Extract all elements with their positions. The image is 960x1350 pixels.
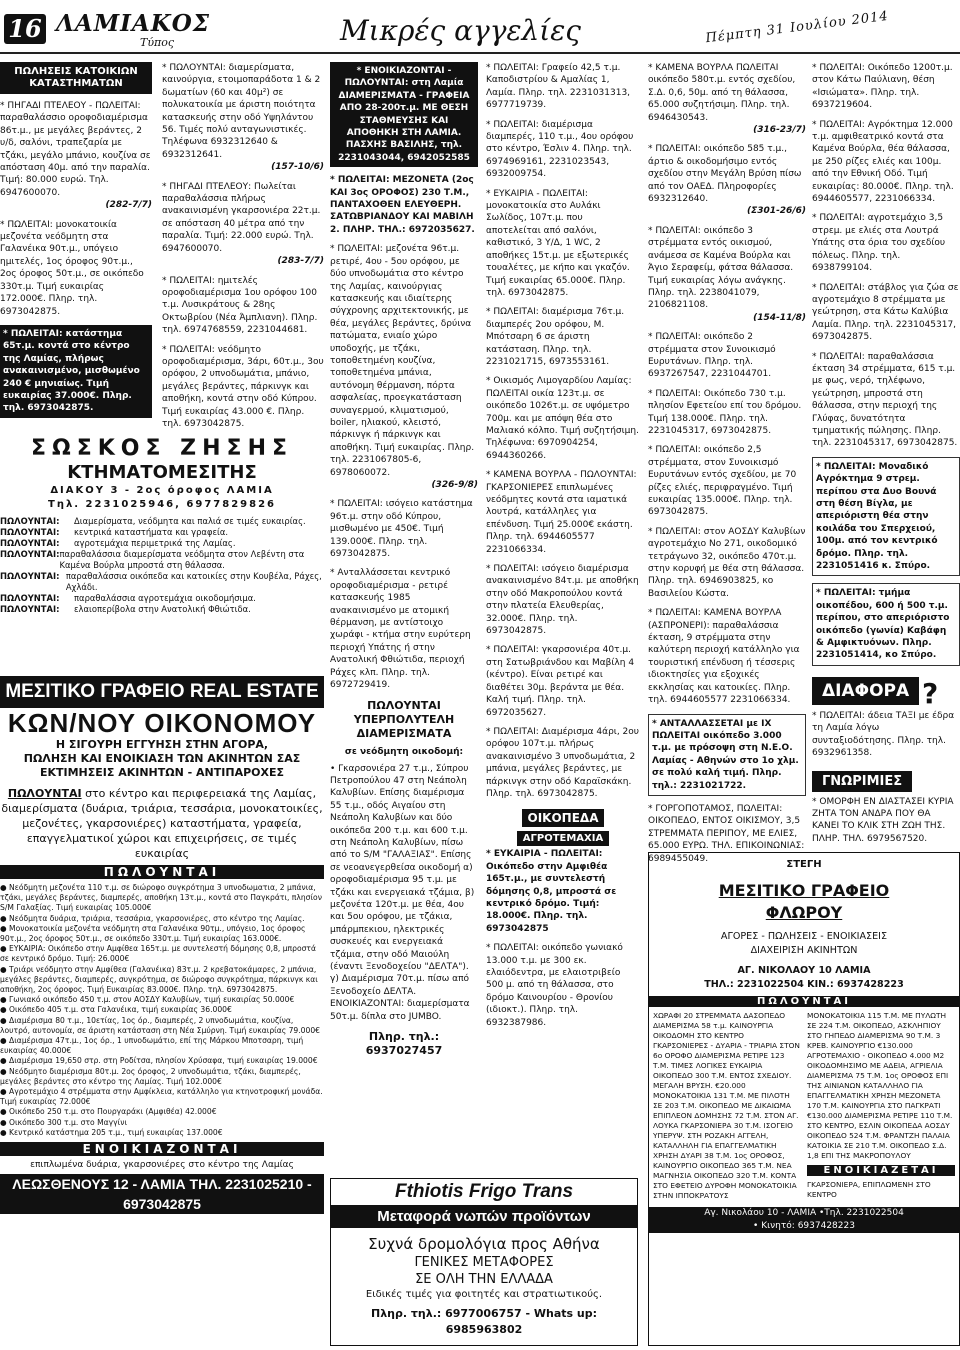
classified-ad: * ΠΩΛΕΙΤΑΙ: παραθαλάσσια έκταση 34 στρέμματα, 615 τ.μ. με φως, νερό, τηλέφωνο, γεώτρηση, μπροστά στη θάλασσα, στην περιοχή της Γλύφας, δυνατότητα τμηματικής πώλησης. Πληρ. τηλ. 2231045317, 6973042875.: [812, 351, 958, 449]
ad-text: * ΠΩΛΕΙΤΑΙ: οικόπεδο 585 τ.μ., άρτιο & οικοδομήσιμο εντός σχεδίου στην Μεγάλη Βρύση πίσω από τον ΟΑΕΔ. Πληροφορίες 6932312640.: [648, 144, 802, 205]
flwrou-title: ΜΕΣΙΤΙΚΟ ΓΡΑΦΕΙΟ: [718, 881, 890, 900]
frigo-title: Fthiotis Frigo Trans: [331, 1179, 637, 1206]
classified-ad: * ΠΩΛΕΙΤΑΙ: στον ΑΟΣΔΥ Καλυβίων αγροτεμάχιο Νο 271, οικοδομικό τετράγωνο 32, οικόπεδο 470τ.μ. στην κορυφή με θέα στη θάλασσα. Πληρ. τηλ. 6946903825, κο Βασιλείου Κώστα.: [648, 526, 806, 599]
column-2: [162, 62, 324, 432]
soskos-title: ΣΩΣΚΟΣ ΖΗΣΗΣ: [30, 436, 294, 461]
realestate-list-item: ● Διαμέρισμα 80 τ.μ., 10ετίας, 1ος όρ., διαμπερές, 2 υπνοδωμάτια, κουζίνα, λουτρό, αυτονομία, σε άριστη κατάσταση στη Νέα Σμύρνη. Τιμή ευκαιρίας 79.000€: [0, 1016, 324, 1036]
soskos-row-text: παραθαλάσσια διαμερίσματα νεόδμητα στον Λεβέντη στα Καμένα Βούρλα μπροστά στη θάλασσα.: [59, 549, 305, 570]
ad-text: * Ανταλλάσσεται κεντρικό οροφοδιαμέρισμα - ρετιρέ κατασκευής 1985 ανακαινισμένο με ατομική θέρμανση, με αντίστοιχο χωράφι - κτήμα στην ευρύτερη περιοχή Υπάτης ή στην Ανατολική Φθιώτιδα, περιοχή Ράχες κλπ. Πληρ. τηλ. 6972729419.: [330, 568, 471, 691]
soskos-row-text: παραθαλάσσια αγροτεμάχια οικοδομήσιμα.: [74, 593, 256, 603]
flwrou-footer: [649, 1207, 959, 1233]
realestate-rent-bar: ΕΝΟΙΚΙΑΖΟΝΤΑΙ: [0, 1142, 324, 1156]
classified-ad: * ΠΩΛΕΙΤΑΙ: διαμέρισμα 76τ.μ. διαμπερές 2ου ορόφου, Μ. Μπότσαρη 6 σε άριστη κατάσταση. Πληρ. τηλ. 2231021715, 6973553161.: [486, 307, 625, 367]
luxury-flats-title: ΠΩΛΟΥΝΤΑΙ ΥΠΕΡΠΟΛΥΤΕΛΗ ΔΙΑΜΕΡΙΣΜΑΤΑ: [353, 698, 455, 740]
ad-ref: (Σ301-26/6): [747, 206, 806, 217]
flwrou-address: ΑΓ. ΝΙΚΟΛΑΟΥ 10 ΛΑΜΙΑ: [737, 965, 871, 976]
flwrou-rent-bar: ΕΝΟΙΚΙΑΖΕΤΑΙ: [807, 1165, 955, 1176]
flwrou-line: ΑΓΟΡΕΣ - ΠΩΛΗΣΕΙΣ - ΕΝΟΙΚΙΑΣΕΙΣ: [720, 931, 888, 942]
land-logo-line2: ΑΓΡΟΤΕΜΑΧΙΑ: [517, 831, 609, 846]
flwrou-name: ΦΛΩΡΟΥ: [765, 903, 843, 922]
soskos-row: [0, 516, 324, 527]
ad-ref: (282-7/7): [105, 200, 152, 211]
realestate-list-item: ● Γωνιακό οικόπεδο 450 τ.μ. στον ΑΟΣΔΥ Καλυβίων, τιμή ευκαιρίας 50.000€: [0, 995, 324, 1005]
realestate-sell-bar: ΠΩΛΟΥΝΤΑΙ: [0, 865, 324, 879]
classified-ad-highlight: [330, 62, 478, 167]
classified-ad: * ΠΩΛΕΙΤΑΙ: Οικόπεδο 1200τ.μ. στον Κάτω Παύλιανη, θέση «Ισιώματα». Πληρ. τηλ. 6937219604.: [812, 63, 953, 111]
gnwrimies-heading: [812, 767, 960, 796]
ad-text: * ΠΩΛΕΙΤΑΙ: ΜΕΖΟΝΕΤΑ (2ος ΚΑΙ 3ος ΟΡΟΦΟΣ) 230 Τ.Μ., ΠΑΝΤΑΧΟΘΕΝ ΕΛΕΥΘΕΡΗ. ΣΑΤΩΒΡΙΑΝΔΟΥ ΚΑΙ ΜΑΒΙΛΗ 2. ΠΛΗΡ. ΤΗΛ.: 6972035627.: [330, 175, 475, 235]
ad-text: * ΠΩΛΕΙΤΑΙ: ημιτελές οροφοδιαμέρισμα 1ου ορόφου 100 τ.μ. Λυσικράτους & 28ης Οκτωβρίου (Νέα Άμπλιανη). Πληρ. τηλ. 6974768559, 2231044681.: [162, 275, 318, 336]
classified-ad: * ΠΩΛΕΙΤΑΙ: ισόγειο διαμέρισμα ανακαινισμένο 84τ.μ. με αποθήκη στην οδό Μακροπούλου κοντά στην πλατεία Ελευθερίας, 32.000€. Πληρ. τηλ. 6973042875.: [486, 564, 639, 637]
ad-text: * ΠΩΛΕΙΤΑΙ: ισόγειο κατάστημα 96τ.μ. στην οδό Κύπρου, μισθωμένο με 450€. Τιμή 139.000€. Πληρ. τηλ. 6973042875.: [330, 499, 473, 560]
ad-text: * ΠΩΛΕΙΤΑΙ: μεζονέτα 96τ.μ. ρετιρέ, 4ου - 5ου ορόφου, με δύο υπνοδωμάτια στο κέντρο της Λαμίας, καινούργιας κατασκευής και ιδιαίτερης σύγχρονης αρχιτεκτονικής, με θέα, μεγάλες βεράντες, δρύινα πατώματα, ενιαίο χώρο υποδοχής, με τζάκι, τοποθετημένη κουζίνα, τοποθετημένα μπάνια, αυτόνομη θέρμανση, πόρτα ασφαλείας, προεγκατάσταση συναγερμού, κλιματισμού, boiler, ηλιακού, κλειστό, πάρκινγκ ή πάρκινγκ και αποθήκη. Τιμή ευκαιρίας. Πληρ. τηλ. 2231067805-6, 6978060072.: [330, 244, 475, 478]
ad-ref: (154-11/8): [753, 312, 806, 323]
frigo-line: Συχνά δρομολόγια προς Αθήνα: [368, 1235, 600, 1253]
classified-ad: [330, 567, 478, 691]
flwrou-sell-bar: ΠΩΛΟΥΝΤΑΙ: [649, 996, 959, 1007]
soskos-row: [0, 571, 324, 593]
newspaper-logo: ΛΑΜΙΑΚΟΣ: [56, 10, 211, 37]
frigo-line: ΣΕ ΟΛΗ ΤΗΝ ΕΛΛΑΔΑ: [415, 1272, 553, 1287]
soskos-row-label: ΠΩΛΟΥΝΤΑΙ:: [0, 516, 60, 526]
ad-ref: (326-9/8): [431, 480, 478, 490]
realestate-intro-text: στο κέντρο και περιφερειακά της Λαμίας, διαμερίσματα (δυάρια, τριάρια, τεσσάρια, μονοκατοικίες, μεζονέτες, γκαρσονιέρες) καταστήματα, γραφεία, επαγγελματικοί χώροι και επιχειρήσεις, σε τιμές ευκαιρίας: [1, 787, 323, 860]
diafora-heading: [812, 673, 960, 710]
soskos-row: [0, 593, 324, 604]
soskos-list: [0, 516, 324, 615]
classified-ad: * ΕΥΚΑΙΡΙΑ - ΠΩΛΕΙΤΑΙ: Οικόπεδο στην Αμφιθέα 165τ.μ., με συντελεστή δόμησης 0,8, μπροστά σε κεντρικό δρόμο. Τιμή: 18.000€. Πληρ. τηλ. 6973042875: [486, 849, 617, 934]
realestate-list-item: ● Διαμέρισμα 19,650 στρ. στη Ροδίτσα, πλησίον Χρύσαφα, τιμή ευκαιρίας 19.000€: [0, 1056, 324, 1066]
realestate-list-item: ● Νεόδμητα δυάρια, τριάρια, τεσσάρια, γκαρσονιέρες, στο κέντρο της Λαμίας.: [0, 914, 324, 924]
classified-ad: [162, 62, 324, 174]
page-number: 16: [4, 14, 46, 44]
soskos-row-text: ελαιοπερίβολα στην Ανατολική Φθιώτιδα.: [74, 604, 251, 614]
classified-ad-boxed: * ΠΩΛΕΙΤΑΙ: Μοναδικό Αγρόκτημα 9 στρεμ. περίπου στα Δυο Βουνά στη θέση Βίγλα, με απεριόριστη θέα στην κοιλάδα του Σπερχειού, 100μ. από τον κεντρικό δρόμο. Πληρ. τηλ. 2231051416 κ. Σπύρο.: [812, 457, 960, 577]
ad-text: * ΠΩΛΕΙΤΑΙ: κατάστημα 65τ.μ. κοντά στο κέντρο της Λαμίας, πλήρως ανακαινισμένο, μισθωμένο 240 € μηνιαίως. Τιμή ευκαιρίας 37.000€. Πληρ. τηλ. 6973042875.: [3, 328, 140, 414]
flwrou-footer-line: Αγ. Νικολάου 10 - ΛΑΜΙΑ •Τηλ. 2231022504: [704, 1208, 904, 1218]
classified-ad: * ΠΩΛΕΙΤΑΙ: Γραφείο 42,5 τ.μ. Καποδιστρίου & Αμαλίας 1, Λαμία. Πληρ. τηλ. 2231031313, 6977719739.: [486, 63, 631, 111]
soskos-row-text: κεντρικά καταστήματα και γραφεία.: [74, 527, 229, 537]
classified-ad: * ΠΩΛΕΙΤΑΙ: διαμέρισμα διαμπερές, 110 τ.μ., 4ου ορόφου στο κέντρο, Έσλιν 4. Πληρ. τηλ. 6974969161, 2231023543, 6932009754.: [486, 119, 634, 180]
realestate-name: ΚΩΝ/ΝΟΥ ΟΙΚΟΝΟΜΟΥ: [7, 708, 317, 738]
classified-ad: * ΠΩΛΕΙΤΑΙ: αγροτεμάχιο 3,5 στρεμ. με ελιές στα Λουτρά Υπάτης στα όρια του σχεδίου πόλεως. Πληρ. τηλ. 6938799104.: [812, 213, 946, 274]
classified-ad: [648, 62, 806, 136]
classified-ad: * ΠΩΛΕΙΤΑΙ: οικόπεδο 2 στρέμματα στον Συνοικισμό Ευρυτάνων. Πληρ. τηλ. 6937267547, 2231044701.: [648, 332, 776, 380]
realestate-list-item: ● Αγροτεμάχιο 4 στρέμματα στην Αμφίκλεια, κατάλληλο για κτηνοτροφική μονάδα. Τιμή ευκαιρίας 72.000€: [0, 1087, 324, 1107]
realestate-tagline: Η ΣΙΓΟΥΡΗ ΕΓΓΥΗΣΗ ΣΤΗΝ ΑΓΟΡΑ,: [55, 738, 269, 751]
classified-ad: * ΠΩΛΕΙΤΑΙ: ΚΑΜΕΝΑ ΒΟΥΡΛΑ (ΑΣΠΡΟΝΕΡΙ): παραθαλάσσια έκταση, 9 στρέμματα στην καλύτερη περιοχή κατάλληλο για τουριστική επένδυση ή τέσσερις ιδιοκτησίες για εξοχικές εκκλησίας και κατοικίες. Πληρ. τηλ. 6944605577 2231066334.: [648, 608, 800, 706]
column-5: [648, 62, 806, 864]
classified-ad: [330, 243, 478, 491]
ad-text: * ΠΩΛΕΙΤΑΙ: μονοκατοικία μεζονέτα νεόδμητη στα Γαλανέικα 90τ.μ., υπόγειο ημιτελές, 1ος όροφος 90τ.μ., 2ος όροφος 50τ.μ., σε οικόπεδο 330τ.μ. Τιμή ευκαιρίας 172.000€. Πληρ. τηλ. 6973042875.: [0, 219, 144, 317]
ad-text: * ΠΩΛΕΙΤΑΙ: οικόπεδο 3 στρέμματα εντός οικισμού, ανάμεσα σε Καμένα Βούρλα και Άγιο Σεραφείμ, φάτσα θάλασσα. Τιμή ευκαιρίας λόγω ανάγκης. Πληρ. τηλ. 2238041079, 2106821108.: [648, 225, 794, 311]
classified-ad: [162, 344, 324, 431]
realestate-list-item: ● Οικόπεδο 300 τ.μ. στο Μαγγίνι: [0, 1118, 324, 1128]
realestate-footer: ΛΕΩΣΘΕΝΟΥΣ 12 - ΛΑΜΙΑ ΤΗΛ. 2231025210 - 6973042875: [0, 1174, 324, 1214]
ad-text: * ΚΑΜΕΝΑ ΒΟΥΡΛΑ ΠΩΛΕΙΤΑΙ οικόπεδο 580τ.μ. εντός σχεδίου, Σ.Δ. 0,6, 50μ. από τη θάλασσα, 65.000 συζητήσιμη. Πληρ. τηλ. 6946430543.: [648, 63, 796, 123]
ad-text: * ΠΗΓΑΔΙ ΠΤΕΛΕΟΥ - ΠΩΛΕΙΤΑΙ: παραθαλάσσιο οροφοδιαμέρισμα 86τ.μ., με μεγάλες βεράντες, 2 υ/δ, σαλόνι, τραπεζαρία με τζάκι, μεγάλο μπάνιο, κουζίνα σε απόσταση 40μ. από την παραλία. Τιμή: 80.000 ευρώ. Τηλ. 6947600070.: [0, 101, 151, 198]
classified-ad: * ΠΩΛΕΙΤΑΙ: οικόπεδο γωνιακό 13.000 τ.μ. με 300 εκ. ελαιόδεντρα, με ελαιοτριβείο 500 μ. από τη θάλασσα, στο δρόμο Καινουρίου - Θρονίου (ιδιοκτ.). Πληρ. τηλ. 6932387986.: [486, 943, 623, 1028]
soskos-row: [0, 549, 324, 571]
realestate-rent-text: επιπλωμένα δυάρια, γκαρσονιέρες στο κέντρο της Λαμίας: [30, 1160, 294, 1171]
classified-ad: * ΕΥΚΑΙΡΙΑ - ΠΩΛΕΙΤΑΙ: μονοκατοικία στο Αυλάκι Σωλίδος, 107τ.μ. που αποτελείται από σαλόνι, καθιστικό, 3 Υ/Δ, 1 WC, 2 αποθήκες 15τ.μ. με εξωτερικές τουαλέτες, με κήπο και γκαζόν. Τιμή ευκαιρίας 65.000€. Πληρ. τηλ. 6973042875.: [486, 188, 630, 298]
soskos-row-label: ΠΩΛΟΥΝΤΑΙ:: [0, 527, 60, 537]
classified-ad: * ΠΩΛΕΙΤΑΙ: άδεια ΤΑΞΙ με έδρα τη Λαμία λόγω συνταξιοδότησης. Πληρ. τηλ. 6932961358.: [812, 710, 955, 759]
flwrou-ad: [648, 852, 960, 1346]
frigo-subtitle: Μεταφορά νωπών προϊόντων: [331, 1206, 637, 1228]
soskos-address: ΔΙΑΚΟΥ 3 - 2ος όροφος ΛΑΜΙΑ: [50, 485, 274, 496]
classified-ad-highlight: [0, 325, 152, 418]
realestate-list-item: ● Νεόδμητη μεζονέτα 110 τ.μ. σε διώροφο συγκρότημα 3 υπνοδωματια, 2 μπάνια, τζάκι, μεγάλες βεράντες, διαμπερές, αποθήκη 13τ.μ., κοντά στο Παγκράτι, πλησίον S/M Γαλαξίας. Τιμή ευκαιρίας 105.000€: [0, 883, 324, 914]
header-rule: [0, 52, 960, 54]
column-4: [486, 62, 640, 1172]
classified-ad: [0, 100, 152, 212]
ad-text: * ΠΗΓΑΔΙ ΠΤΕΛΕΟΥ: Πωλείται παραθαλάσσια πλήρως ανακαινισμένη γκαρσονιέρα 22τ.μ. σε απόσταση 40 μέτρα από την παραλία. Τιμή: 22.000 ευρώ. Τηλ. 6947600070.: [162, 181, 321, 254]
classified-ad: [330, 174, 478, 236]
soskos-row-text: Διαμερίσματα, νεόδμητα και παλιά σε τιμές ευκαιρίας.: [74, 516, 306, 526]
realestate-tagline: ΠΩΛΗΣΗ ΚΑΙ ΕΝΟΙΚΙΑΣΗ ΤΩΝ ΑΚΙΝΗΤΩΝ ΣΑΣ: [23, 752, 301, 765]
column-3: [330, 62, 478, 1172]
classified-ad: * ΠΩΛΕΙΤΑΙ: οικόπεδο 2,5 στρέμματα, στον Συνοικισμό Ευρυτάνων εντός σχεδίου, με 70 ρίζες ελιές, περιφραγμένο. Τιμή ευκαιρίας 135.000€. Πληρ. τηλ. 6973042875.: [648, 445, 797, 518]
classified-ad-boxed: * ΑΝΤΑΛΛΑΣΣΕΤΑΙ με ΙΧ ΠΩΛΕΙΤΑΙ οικόπεδο 3.000 τ.μ. με πρόσοψη στη Ν.Ε.Ο. Λαμίας - Αθηνών στο 1ο χλμ. σε πολύ καλή τιμή. Πληρ. τηλ.: 2231021722.: [648, 714, 806, 796]
realestate-tagline: ΕΚΤΙΜΗΣΕΙΣ ΑΚΙΝΗΤΩΝ - ΑΝΤΙΠΑΡΟΧΕΣ: [39, 766, 285, 779]
roof-logo: ΣΤΕΓΗ: [786, 859, 822, 870]
ad-text: * ΠΩΛΕΙΤΑΙ: νεόδμητο οροφοδιαμέρισμα, 3άρι, 60τ.μ., 3ου ορόφου, 2 υπνοδωμάτια, μπάνιο, μεγάλες βεράντες, πάρκινγκ και αποθήκη, κοντά στην οδό Κύπρου. Τιμή ευκαιρίας 43.000 €. Πληρ. τηλ. 6973042875.: [162, 344, 324, 429]
realestate-intro-lead: ΠΩΛΟΥΝΤΑΙ: [7, 787, 82, 800]
category-banner: ΠΩΛΗΣΕΙΣ ΚΑΤΟΙΚΙΩΝ ΚΑΤΑΣΤΗΜΑΤΩΝ: [0, 62, 152, 94]
gnwrimies-label: ΓΝΩΡΙΜΙΕΣ: [812, 771, 912, 792]
soskos-ad: [0, 436, 324, 668]
frigo-line: ΓΕΝΙΚΕΣ ΜΕΤΑΦΟΡΕΣ: [414, 1255, 554, 1270]
classified-ad: * ΠΩΛΕΙΤΑΙ: Αγρόκτημα 12.000 τ.μ. αμφιθεατρικό κοντά στα Καμένα Βούρλα, θέα θάλασσα, με 250 ρίζες ελιές και 100μ. από την Εθνική Οδό. Τιμή ευκαιρίας: 80.000€. Πληρ. τηλ. 6944605577, 2231066334.: [812, 119, 954, 205]
classified-ad: * ΠΩΛΕΙΤΑΙ: Διαμέρισμα 4άρι, 2ου ορόφου 107τ.μ. πλήρως ανακαινισμένο 3 υπνοδωμάτια, 2 μπάνια, μεγάλες βεράντες, με πάρκινγκ στην οδό Καραϊσκάκη. Πληρ. τηλ. 6973042875.: [486, 726, 639, 799]
classified-ad: * ΚΑΜΕΝΑ ΒΟΥΡΛΑ - ΠΩΛΟΥΝΤΑΙ: ΓΚΑΡΣΟΝΙΕΡΕΣ επιπλωμένες νεόδμητες κοντά στα ιαματικά λουτρά, κατάλληλες για επένδυση. Τιμή 25.000€ εκάστη. Πληρ. τηλ. 6944605577 2231066334.: [486, 470, 637, 555]
land-category-logo: [486, 807, 640, 848]
soskos-row-label: ΠΩΛΟΥΝΤΑΙ:: [0, 549, 60, 559]
classified-ad: [648, 225, 806, 324]
realestate-list-item: ● Νεόδμητο διαμέρισμα 80τ.μ. 2ος όροφος, 2 υπνοδωμάτια, τζάκι, διαμπερές, μεγάλες βεράντες στο κέντρο της Λαμίας. Τιμή 102.000€: [0, 1067, 324, 1087]
classified-ad: [648, 143, 806, 217]
soskos-row-label: ΠΩΛΟΥΝΤΑΙ:: [0, 571, 60, 581]
question-icon: ?: [922, 676, 939, 710]
classified-ad: * Οικισμός Λιμογαρδίου Λαμίας: ΠΩΛΕΙΤΑΙ οικία 123τ.μ. σε οικόπεδο 1026τ.μ. σε υψόμετρο 700μ. και με απόψη θέα στο Μαλιακό κόλπο. Τιμή συζητήσιμη. Τηλέφωνα: 6970904254, 6944360266.: [486, 376, 639, 461]
classified-ad: [330, 498, 478, 560]
column-6: [812, 62, 960, 848]
realestate-intro: [0, 786, 324, 861]
realestate-list-item: ● Μονοκατοικία μεζονέτα νεόδμητη στα Γαλανέικα 90τμ., υπόγειο, 1ος όροφος 90τ.μ., 2ος όροφος 50τ.μ., σε οικόπεδο 330τ.μ. Τιμή ευκαιρίας 163.000€.: [0, 924, 324, 944]
classified-ad-boxed: * ΠΩΛΕΙΤΑΙ: τμήμα οικοπέδου, 600 ή 500 τ.μ. περίπου, στο απεριόριστο οικόπεδο (γωνία) Καβάφη & Αμφικτυόνων. Πληρ. 2231051414, κο Σπύρο.: [812, 583, 960, 665]
realestate-list-item: ● Διαμέρισμα 47τ.μ., 1ος όρ., 1 υπνοδωμάτιο, επί της Μάρκου Μποτσαρη, τιμή ευκαιρίας 40.000€: [0, 1036, 324, 1056]
flwrou-footer-line: • Κινητό: 6937428223: [753, 1221, 855, 1231]
realestate-ad: [0, 676, 324, 1346]
realestate-list-item: ● ΕΥΚΑΙΡΙΑ: Οικόπεδο στην Αμφίθεα 165τ.μ. με συντελεστή δόμησης 0,8, μπροστά σε κεντρικό δρόμο. Τιμή: 26.000€: [0, 944, 324, 964]
soskos-row-text: αγροτεμάχια περιμετρικά της Λαμίας.: [74, 538, 236, 548]
diafora-label: ΔΙΑΦΟΡΑ: [812, 677, 919, 705]
issue-date: Πέμπτη 31 Ιουλίου 2014: [704, 8, 890, 47]
frigo-phone: Πληρ. τηλ.: 6977006757 - Whats up: 6985963802: [371, 1307, 597, 1336]
newspaper-logo-sub: Τύπος: [140, 36, 175, 49]
classified-ad: * ΠΩΛΕΙΤΑΙ: Οικόπεδο 730 τ.μ. πλησίον Εφετείου επί του δρόμου. Τιμή 138.000€. Πληρ. τηλ. 2231045317, 6973042875.: [648, 388, 802, 436]
classified-ad: * ΟΜΟΡΦΗ ΕΝ ΔΙΑΣΤΑΣΕΙ ΚΥΡΙΑ ΖΗΤΑ ΤΟΝ ΑΝΔΡΑ ΠΟΥ ΘΑ ΚΑΝΕΙ ΤΟ ΚΛΙΚ ΣΤΗ ΖΩΗ ΤΗΣ. ΠΛΗΡ. ΤΗΛ. 6979567520.: [812, 796, 954, 844]
soskos-row-label: ΠΩΛΟΥΝΤΑΙ:: [0, 538, 60, 548]
soskos-row-text: παραθαλάσσια οικόπεδα και κατοικίες στην Κουβέλα, Ράχες, Αχλάδι.: [65, 571, 322, 592]
luxury-flats-sub: σε νεόδμητη οικοδομή:: [344, 746, 464, 757]
classified-ad: [0, 219, 152, 318]
flwrou-listing: [649, 1011, 959, 1201]
soskos-subtitle: ΚΤΗΜΑΤΟΜΕΣΙΤΗΣ: [67, 462, 257, 483]
classified-ad: [162, 181, 324, 268]
realestate-title: ΜΕΣΙΤΙΚΟ ΓΡΑΦΕΙΟ REAL ESTATE: [0, 676, 324, 708]
realestate-list-item: ● Οικόπεδο 250 τ.μ. στο Πουργαράκι (Αμφιθέα) 42.000€: [0, 1107, 324, 1117]
frigo-line: Ειδικές τιμές για φοιτητές και στρατιωτικούς.: [365, 1289, 603, 1300]
realestate-list: [0, 883, 324, 1138]
ad-ref: (316-23/7): [753, 125, 806, 136]
flwrou-phone: ΤΗΛ.: 2231022504 ΚΙΝ.: 6937428223: [704, 979, 904, 990]
flwrou-listing-right-text: ΜΟΝΟΚΑΤΟΙΚΙΑ 115 Τ.Μ. ΜΕ ΠΥΛΩΤΗ ΣΕ 224 Τ.Μ. ΟΙΚΟΠΕΔΟ, ΑΣΚΛΗΠΙΟΥ ΣΤΟ ΓΗΠΕΔΟ ΔΙΑΜΕΡΙΣΜΑ 90 Τ.Μ. 3 ΚΡΕΒ. ΚΑΙΝΟΥΡΓΙΟ €130.000 ΑΓΡΟΤΕΜΑΧΙΟ - ΟΙΚΟΠΕΔΟ 4.000 Μ2 ΟΙΚΟΔΟΜΗΣΙΜΟ ΜΕ ΑΔΕΙΑ, ΑΓΡΙΕΛΙΑ ΔΙΑΜΕΡΙΣΜΑ 75 Τ.Μ. 1ος ΟΡΟΦΟΣ ΕΠΙ ΤΗΣ ΑΙΝΙΑΝΩΝ ΚΑΤΑΛΛΗΛΟ ΓΙΑ ΕΠΑΓΓΕΛΜΑΤΙΚΗ ΧΡΗΣΗ ΜΕΖΟΝΕΤΑ 170 Τ.Μ. ΚΑΙΝΟΥΡΓΙΑ ΣΤΟ ΠΑΓΚΡΑΤΙ €130.000 ΔΙΑΜΕΡΙΣΜΑ ΡΕΤΙΡΕ 110 Τ.Μ. ΣΤΟ ΚΕΝΤΡΟ, ΕΣΛΙΝ ΟΙΚΟΠΕΔΑ ΑΟΣΔΥ ΟΙΚΟΠΕΔΟ 524 Τ.Μ. ΦΡΑΝΤΖΗ ΠΑΛΑΙΑ ΚΑΤΟΙΚΙΑ ΣΕ 210 Τ.Μ. ΟΙΚΟΠΕΔΟ Σ.Δ. 1,8 ΕΠΙ ΤΗΣ ΜΑΚΡΟΠΟΥΛΟΥ: [807, 1011, 953, 1160]
soskos-row-label: ΠΩΛΟΥΝΤΑΙ:: [0, 604, 60, 614]
land-logo-line1: ΟΙΚΟΠΕΔΑ: [522, 809, 605, 827]
realestate-list-item: ● Οικόπεδο 405 τ.μ. στα Γαλανέικα, τιμή ευκαιρίας 36.000€: [0, 1005, 324, 1015]
page-header: [0, 0, 960, 62]
classified-ad: * ΠΩΛΕΙΤΑΙ: στάβλος για ζώα σε αγροτεμάχιο 8 στρέμματα με γεώτρηση, στα Κάτω Καλύβια Λαμία. Πληρ. τηλ. 2231045317, 6973042875.: [812, 282, 959, 343]
realestate-list-item: ● Τριάρι νεόδμητο στην Αμφίθεα (Γαλανέικα) 83τ.μ. 2 κρεβατοκάμαρες, 2 μπάνια, μεγάλες βεράντες, διαμπερές, συγκρότημα, σε διώροφο συγκρότημα, πάρκινγκ και αποθήκη, 2ος όροφος. Τιμή Ευκαιρίας 83.000€. Πληρ. τηλ. 6973042875.: [0, 965, 324, 996]
realestate-list-item: ● Κεντρικό κατάστημα 205 τ.μ., τιμή ευκαιρίας 137.000€: [0, 1128, 324, 1138]
luxury-flats-body: • Γκαρσονιέρα 27 τ.μ., Σύπρου Πετροπούλου 47 στη Νεάπολη Καλυβίων. Επίσης διαμέρισμα 55 τ.μ., οδός Αιγαίου στη Νεάπολη Καλυβίων και δύο οικόπεδα 200 τ.μ. και 600 τ.μ. στη Νεάπολη Καλυβίων, πίσω από το S/M "ΓΑΛΑΞΙΑΣ". Επίσης σε νεοανεγερθείσα οικοδομή α) οροφοδιαμέρισμα 95 τ.μ. με τζάκι και ενεργειακά τζάμια, β) μεζονέτα 120τ.μ. με θέα, 4ου και 5ου ορόφου, με τζάκια, μπάρμπεκιου, ηλεκτρικές συσκευές και ενεργειακά τζάμια, στην οδό Μαιούλη (έναντι Ξενοδοχείου "ΔΕΛΤΑ"). γ) Διαμέρισμα 70τ.μ. πίσω από Ξενοδοχείο ΔΕΛΤΑ. ΕΝΟΙΚΙΑΖΟΝΤΑΙ: διαμερίσματα 50τ.μ. δίπλα στο JUMBO.: [330, 763, 475, 1022]
section-title: Μικρές αγγελίες: [340, 14, 581, 47]
classified-ad: * ΓΟΡΓΟΠΟΤΑΜΟΣ, ΠΩΛΕΙΤΑΙ: ΟΙΚΟΠΕΔΟ, ΕΝΤΟΣ ΟΙΚΙΣΜΟΥ, 3,5 ΣΤΡΕΜΜΑΤΑ ΠΕΡΙΠΟΥ, ΜΕ ΕΛΙΕΣ, 65.000 ΕΥΡΩ. ΤΗΛ. ΕΠΙΚΟΙΝΩΝΙΑΣ: 6989455049.: [648, 803, 805, 864]
ad-text: * ΕΝΟΙΚΙΑΖΟΝΤΑΙ - ΠΩΛΟΥΝΤΑΙ: στη Λαμία ΔΙΑΜΕΡΙΣΜΑΤΑ - ΓΡΑΦΕΙΑ ΑΠΟ 28-200τ.μ. ΜΕ ΘΕΣΗ ΣΤΑΘΜΕΥΣΗΣ ΚΑΙ ΑΠΟΘΗΚΗ ΣΤΗ ΛΑΜΙΑ. ΠΑΣΧΗΣ ΒΑΣΙΛΗΣ, τηλ. 2231043044, 6942052585: [338, 66, 470, 163]
ad-ref: (283-7/7): [277, 256, 324, 267]
classified-ad: [162, 275, 324, 337]
classified-ad: * ΠΩΛΕΙΤΑΙ: γκαρσονιέρα 40τ.μ. στη Σατωβριάνδου και Μαβίλη 4 (κέντρο). Είναι ρετιρέ και διαθέτει 30μ. βεράντα με θέα. Καλή τιμή. Πληρ. τηλ. 6972035627.: [486, 645, 635, 718]
flwrou-listing-left: ΧΩΡΑΦΙ 20 ΣΤΡΕΜΜΑΤΑ ΔΑΣΟΠΕΔΟ ΔΙΑΜΕΡΙΣΜΑ 58 τ.μ. ΚΑΙΝΟΥΡΓΙΑ ΟΙΚΟΔΟΜΗ ΣΤΟ ΚΕΝΤΡΟ ΓΚΑΡΣΟΝΙΕΡΕΣ - ΔΥΑΡΙΑ - ΤΡΙΑΡΙΑ ΣΤΟΝ 6ο ΟΡΟΦΟ ΔΙΑΜΕΡΙΣΜΑ ΡΕΤΙΡΕ 123 Τ.Μ. ΤΙΜΕΣ ΛΟΓΙΚΕΣ ΕΥΚΑΙΡΙΑ ΟΙΚΟΠΕΔΟ 300 Τ.Μ. ΕΝΤΟΣ ΣΧΕΔΙΟΥ. ΜΕΓΑΛΗ ΒΡΥΣΗ. €20.000 ΜΟΝΟΚΑΤΟΙΚΙΑ 131 Τ.Μ. ΜΕ ΠΙΛΟΤΗ ΣΕ 203 Τ.Μ. ΟΙΚΟΠΕΔΟ ΜΕ ΔΙΚΑΙΩΜΑ ΕΠΙΠΛΕΟΝ ΔΟΜΗΣΗΣ 72 Τ.Μ. ΣΤΟΝ ΑΓ. ΛΟΥΚΑ ΓΚΑΡΣΟΝΙΕΡΑ 30 Τ.Μ. ΙΣΟΓΕΙΟ ΥΠΕΡΥΨ. ΣΤΗ ΡΟΖΑΚΗ ΑΓΓΕΛΗ, ΚΑΤΑΛΛΗΛΗ ΓΙΑ ΕΠΑΓΓΕΛΜΑΤΙΚΗ ΧΡΗΣΗ ΔΥΑΡΙ 38 Τ.Μ. 1ος ΟΡΟΦΟΣ, ΚΑΙΝΟΥΡΓΙΟ ΟΙΚΟΠΕΔΟ 365 Τ.Μ. ΝΕΑ ΜΑΓΝΗΣΙΑ ΟΙΚΟΠΕΔΟ 320 Τ.Μ. ΚΟΝΤΑ ΣΤΟ ΕΦΕΤΕΙΟ ΔΥΡΟΦΗ ΜΟΝΟΚΑΤΟΙΚΙΑ ΣΤΗΝ ΙΠΠΟΚΡΑΤΟΥΣ: [653, 1011, 800, 1200]
flwrou-rent-text: ΓΚΑΡΣΟΝΙΕΡΑ, ΕΠΙΠΛΩΜΕΝΗ ΣΤΟ ΚΕΝΤΡΟ: [807, 1180, 931, 1199]
frigo-trans-ad: [330, 1178, 638, 1346]
ad-ref: (157-10/6): [271, 162, 324, 173]
soskos-row: [0, 604, 324, 615]
soskos-phone: Τηλ. 2231025946, 6977829826: [48, 499, 276, 510]
soskos-row-label: ΠΩΛΟΥΝΤΑΙ:: [0, 593, 60, 603]
soskos-row: [0, 527, 324, 538]
soskos-row: [0, 538, 324, 549]
flwrou-listing-right: [807, 1011, 955, 1201]
luxury-flats-phone: Πληρ. τηλ.: 6937027457: [365, 1030, 443, 1058]
column-1: [0, 62, 152, 422]
flwrou-line: ΔΙΑΧΕΙΡΙΣΗ ΑΚΙΝΗΤΩΝ: [750, 945, 858, 956]
ad-text: * ΠΩΛΟΥΝΤΑΙ: διαμερίσματα, καινούργια, ετοιμοπαράδοτα 1 & 2 δωματίων (60 και 40μ²) σε πολυκατοικία με άριστη ποιότητα κατασκευής στην οδό Υψηλάντου 56. Τιμές πολύ ανταγωνιστικές. Τηλέφωνα 6932312640 & 6932312641.: [162, 63, 321, 160]
